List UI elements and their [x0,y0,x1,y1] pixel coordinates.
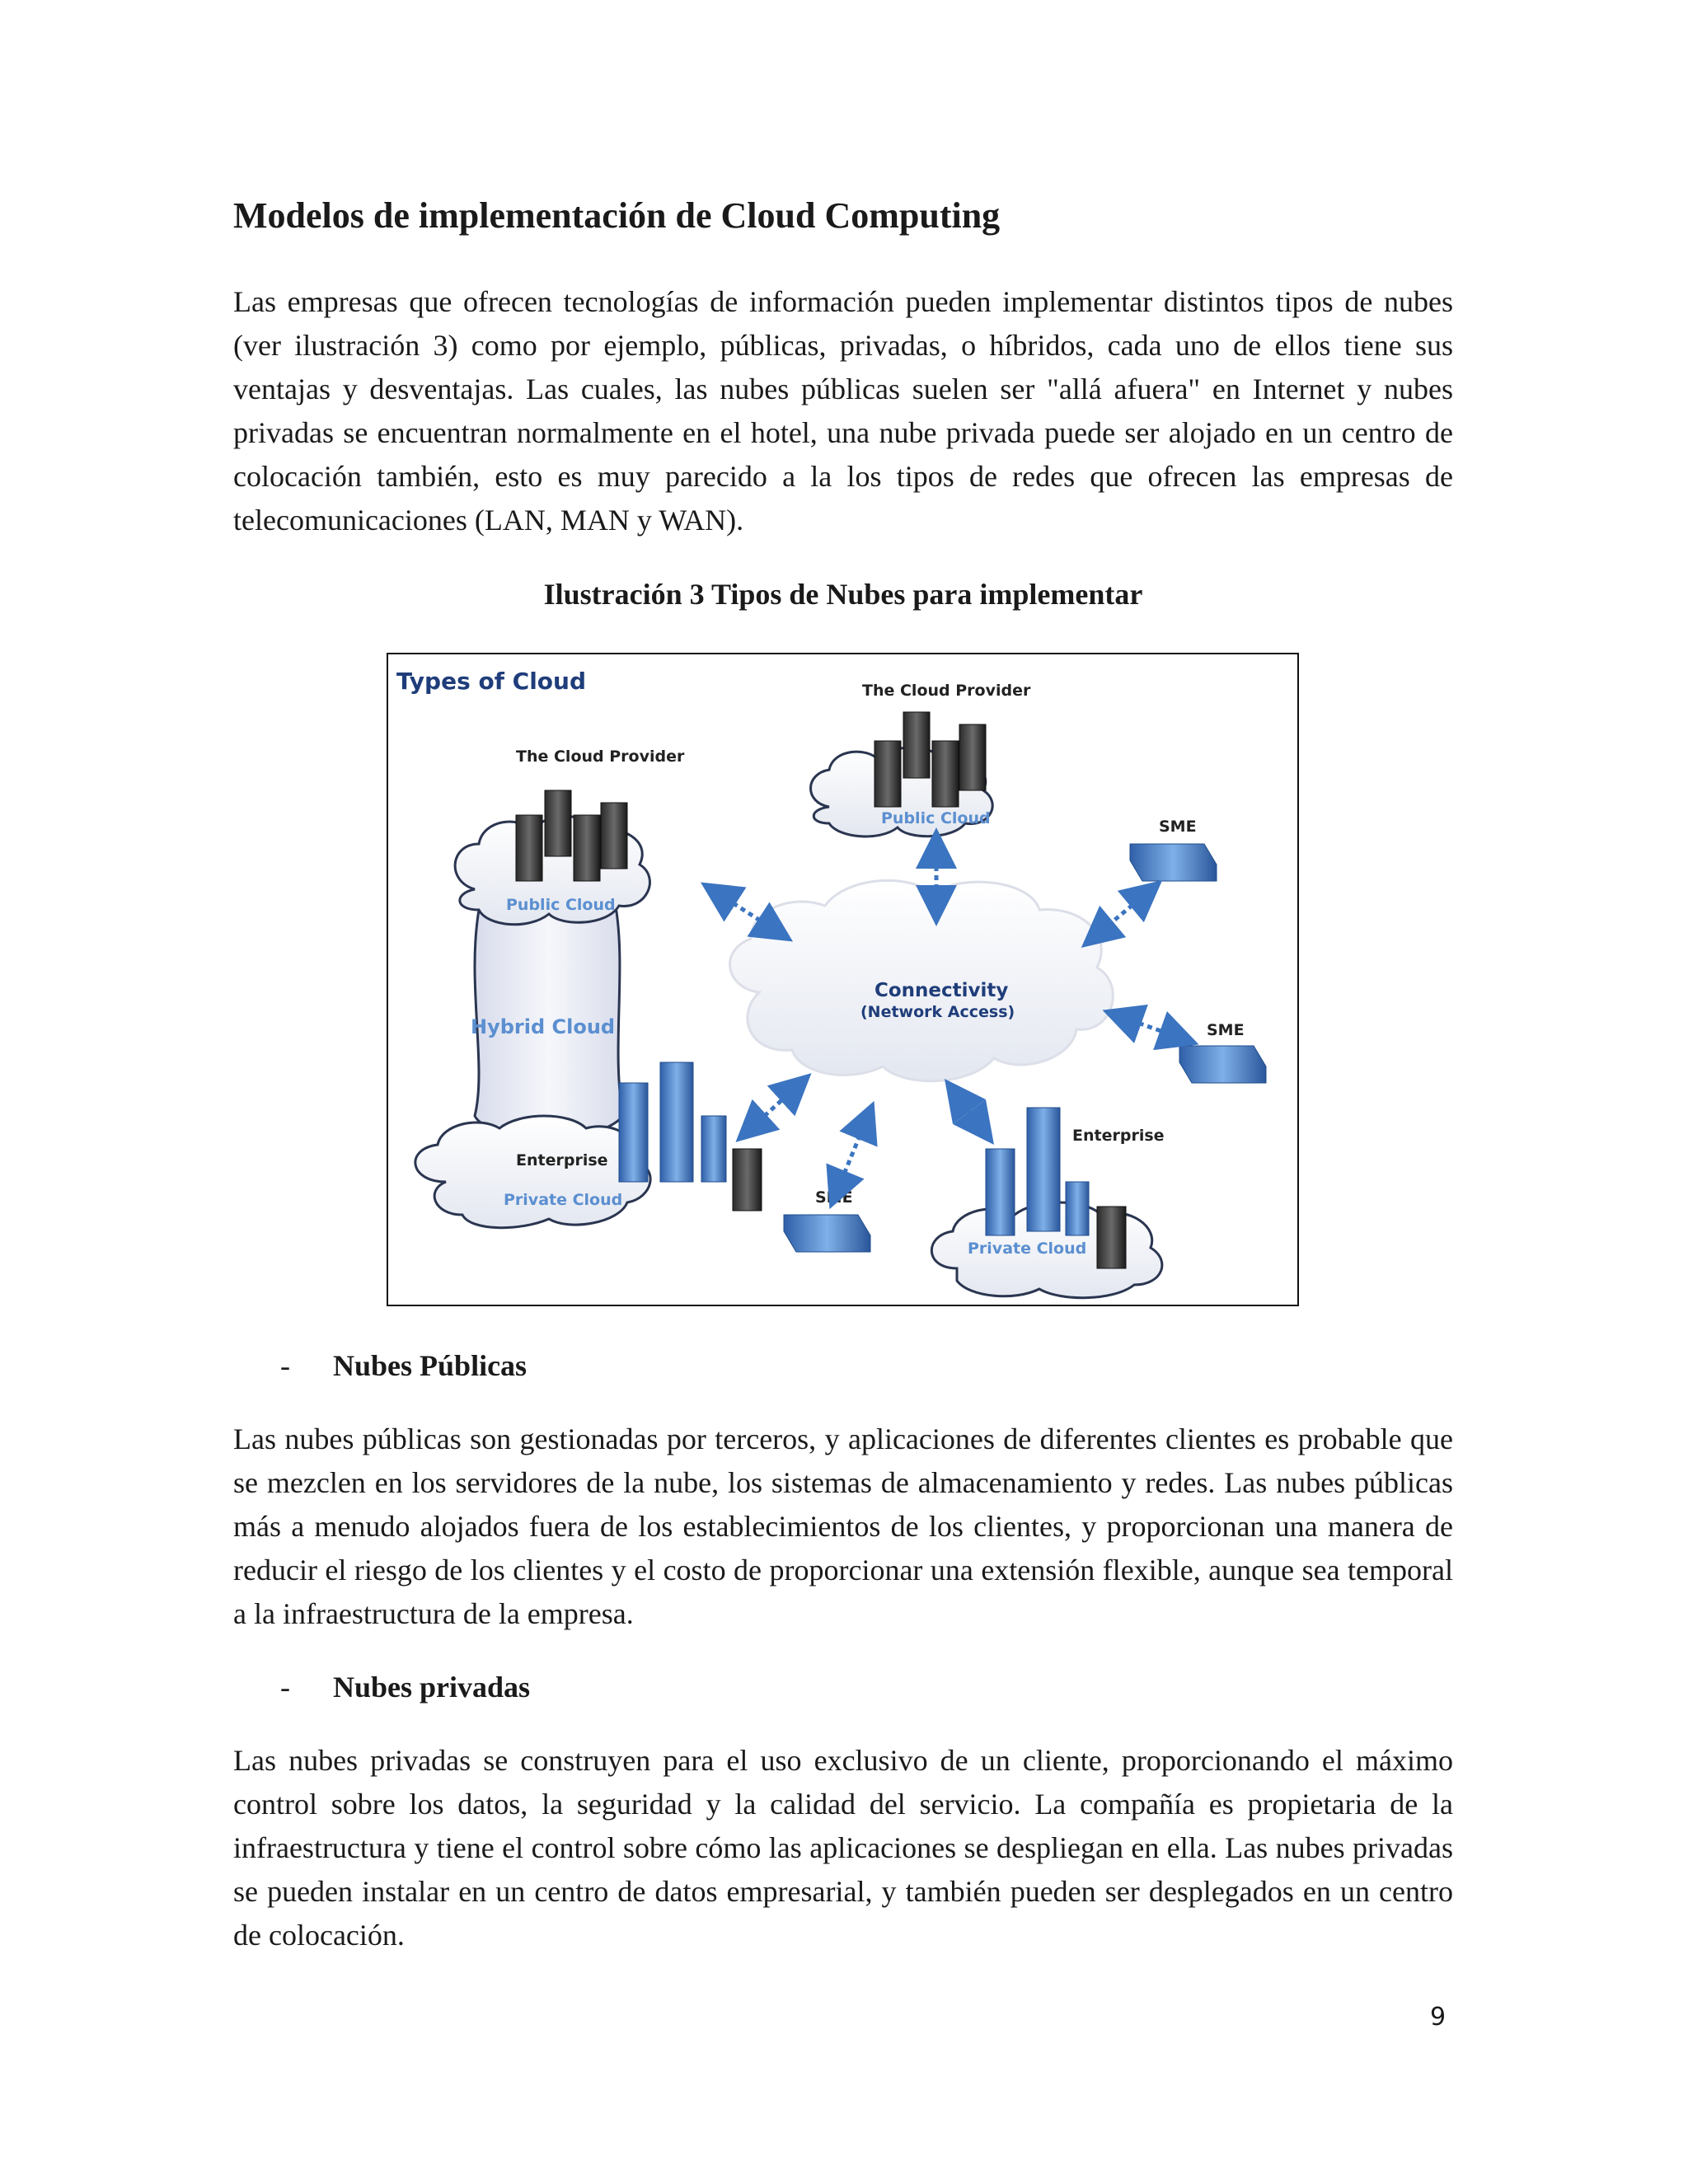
building-icon [701,1116,726,1182]
server-icon [601,803,627,869]
server-icon [932,741,959,807]
bullet-title: Nubes privadas [333,1671,531,1704]
bullet-dash: - [280,1671,290,1704]
server-icon [516,815,542,881]
private-cloud-right-label: Private Cloud [968,1240,1087,1258]
cloud-diagram [388,654,1297,1305]
server-icon [574,815,600,881]
sme-bottom-label: SME [815,1188,853,1207]
arrow-enterprise-right [957,1095,982,1128]
building-icon [986,1149,1015,1235]
public-cloud-left-label: Public Cloud [506,896,616,914]
types-of-cloud-figure [387,653,1299,1306]
private-cloud-left-label: Private Cloud [504,1191,623,1209]
enterprise-right-label: Enterprise [1072,1127,1165,1145]
server-icon [903,712,930,778]
server-icon [874,741,901,807]
connectivity-label: Connectivity [874,980,1009,1001]
enterprise-left-label: Enterprise [516,1151,608,1169]
bullet-title: Nubes Públicas [333,1349,528,1382]
arrow-sme-bottom [837,1120,866,1190]
sme-building-icon [784,1215,870,1252]
hybrid-cloud-label: Hybrid Cloud [471,1015,616,1038]
sme-building-icon [1179,1046,1266,1083]
building-icon [1027,1108,1060,1231]
figure-caption: Ilustración 3 Tipos de Nubes para implementar [543,578,1143,611]
provider-top-label: The Cloud Provider [862,682,1031,700]
page-number: 9 [1430,2003,1447,2032]
building-icon [619,1083,648,1182]
private-clouds-paragraph: Las nubes privadas se construyen para el uso exclusivo de un cliente, proporcionando el máximo control sobre los datos, la seguridad y la calidad del servicio. La compañía es propietaria de la infraestructura y tiene el control sobre cómo las aplicaciones se despliegan en ella. Las nubes privadas se pueden instalar en un centro de datos empresarial, y también pueden ser desplegados en un centro de colocación. [233,1744,1453,1952]
building-icon [660,1062,693,1182]
sme-right-label: SME [1207,1021,1245,1039]
bullet-dash: - [280,1349,290,1382]
bullet-private-clouds [280,1665,530,1709]
server-icon [545,790,571,856]
network-access-label: (Network Access) [860,1003,1015,1021]
server-icon [1097,1207,1126,1268]
figure-title: Types of Cloud [396,668,587,695]
section-heading: Modelos de implementación de Cloud Computing [233,195,1001,236]
arrow-enterprise-left [751,1087,796,1128]
intro-paragraph: Las empresas que ofrecen tecnologías de información pueden implementar distintos tipos de nubes (ver ilustración 3) como por ejemplo, públicas, privadas, o híbridos, cada uno de ellos tiene sus ventajas y desventajas. Las cuales, las nubes públicas suelen ser "allá afuera" en Internet y nubes privadas se encuentran normalmente en el hotel, una nube privada puede ser alojado en un centro de colocación también, esto es muy parecido a la los tipos de redes que ofrecen las empresas de telecomunicaciones (LAN, MAN y WAN). [233,285,1453,537]
server-icon [733,1149,762,1211]
sme-top-right-label: SME [1159,818,1197,836]
public-clouds-paragraph: Las nubes públicas son gestionadas por terceros, y aplicaciones de diferentes clientes es probable que se mezclen en los servidores de la nube, los sistemas de almacenamiento y redes. Las nubes públicas más a menudo alojados fuera de los establecimientos de los clientes, y proporcionan una manera de reducir el riesgo de los clientes y el costo de proporcionar una extensión flexible, aunque sea temporal a la infraestructura de la empresa. [233,1422,1453,1630]
arrow-sme-top-right [1097,893,1146,935]
public-cloud-top-label: Public Cloud [881,809,991,827]
provider-left-label: The Cloud Provider [516,748,685,766]
building-icon [1066,1182,1089,1235]
server-icon [959,724,986,790]
arrow-sme-right [1122,1017,1179,1038]
private-cloud-left-shape [415,1116,650,1228]
bullet-public-clouds [280,1343,527,1388]
sme-building-icon [1130,844,1217,881]
